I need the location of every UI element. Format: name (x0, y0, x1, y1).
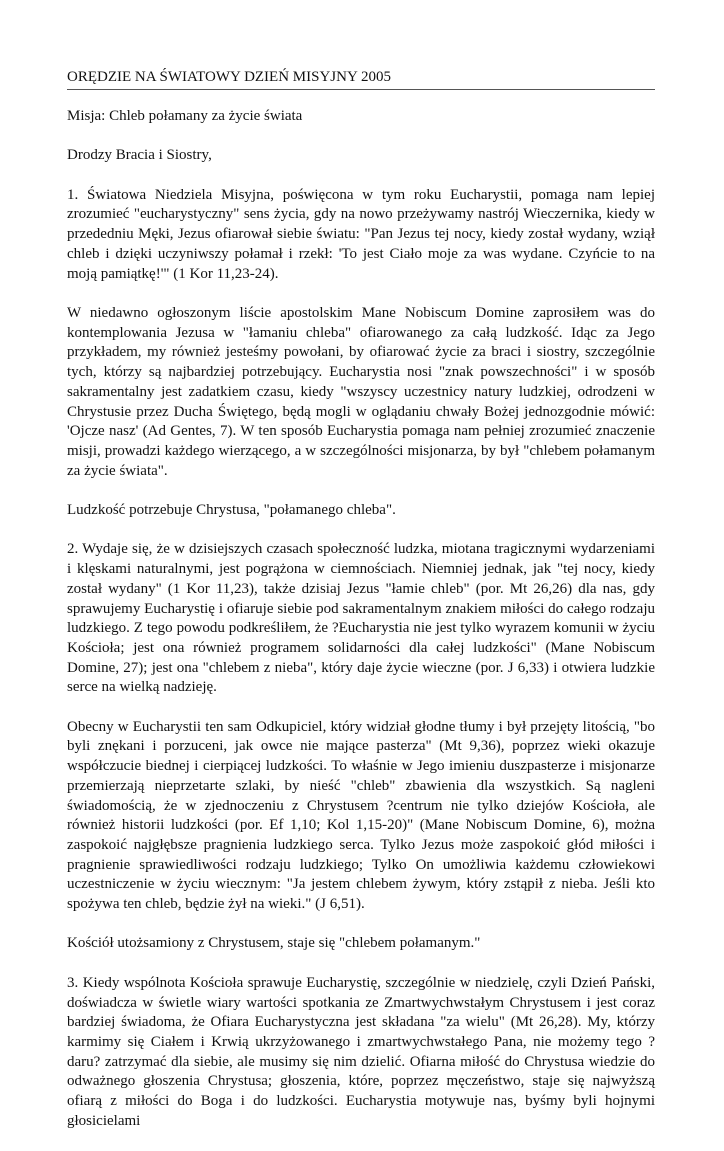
section-heading: Kościół utożsamiony z Chrystusem, staje się "chlebem połamanym." (67, 935, 481, 952)
paragraph: 2. Wydaje się, że w dzisiejszych czasach społeczność ludzka, miotana tragicznymi wydarzeniami i klęskami naturalnymi, jest pogrążona w ciemnościach. Niemniej jednak, jak "tej nocy, kiedy został wydany" (1 Kor 11,23), także dzisiaj Jezus "łamie chleb" (por. Mt 26,26) dla nas, gdy sprawujemy Eucharystię i ofiaruje siebie pod sakramentalnym znakiem miłości do całego rodzaju ludzkiego. Z tego powodu podkreśliłem, że ?Eucharystia nie jest tylko wyrazem komunii w życiu Kościoła; jest ona również programem solidarności dla całej ludzkości" (Mane Nobiscum Domine, 27); jest ona "chlebem z nieba", który daje życie wieczne (por. J 6,33) i otwiera ludzkie serce na wielką nadzieję. (67, 541, 655, 696)
salutation: Drodzy Bracia i Siostry, (67, 147, 212, 164)
subtitle: Misja: Chleb połamany za życie świata (67, 108, 303, 124)
section-heading: Ludzkość potrzebuje Chrystusa, "połamanego chleba". (67, 502, 396, 518)
paragraph: 1. Światowa Niedziela Misyjna, poświęcona w tym roku Eucharystii, pomaga nam lepiej zrozumieć "eucharystyczny" sens życia, gdy na nowo przeżywamy nastrój Wieczernika, kiedy w przededniu Męki, Jezus ofiarował siebie światu: "Pan Jezus tej nocy, kiedy został wydany, wziął chleb i dzięki uczyniwszy połamał i rzekł: 'To jest Ciało moje za was wydane. Czyńcie to na moją pamiątkę!'" (1 Kor 11,23-24). (67, 186, 655, 282)
document-page (67, 68, 655, 1151)
document-title: ORĘDZIE NA ŚWIATOWY DZIEŃ MISYJNY 2005 (67, 68, 655, 90)
paragraph: Obecny w Eucharystii ten sam Odkupiciel, który widział głodne tłumy i był przejęty litością, "bo byli znękani i porzuceni, jak owce nie mające pasterza" (Mt 9,36), poprzez wieki okazuje współczucie biednej i cierpiącej ludzkości. To właśnie w Jego imieniu duszpasterze i misjonarze przemierzają nieprzetarte szlaki, by nieść "chleb" zbawienia dla wszystkich. Są nagleni świadomością, że w zjednoczeniu z Chrystusem ?centrum nie tylko dziejów Kościoła, ale również historii ludzkości (por. Ef 1,10; Kol 1,15-20)" (Mane Nobiscum Domine, 6), można zaspokoić najgłębsze pragnienia ludzkiego serca. Tylko Jezus może zaspokoić głód miłości i pragnienie sprawiedliwości rodzaju ludzkiego; Tylko On umożliwia każdemu człowiekowi uczestniczenie w życiu wiecznym: "Ja jestem chlebem żywym, który zstąpił z nieba. Jeśli kto spożywa ten chleb, będzie żył na wieki." (J 6,51). (67, 718, 655, 913)
paragraph: 3. Kiedy wspólnota Kościoła sprawuje Eucharystię, szczególnie w niedzielę, czyli Dzień Pański, doświadcza w świetle wiary wartości spotkania ze Zmartwychwstałym Chrystusem i jest coraz bardziej świadoma, że Ofiara Eucharystyczna jest składana "za wielu" (Mt 26,28). My, którzy karmimy się Ciałem i Krwią ukrzyżowanego i zmartwychwstałego Pana, nie możemy tego ?daru? zatrzymać dla siebie, ale musimy się nim dzielić. Ofiarna miłość do Chrystusa wiedzie do odważnego głoszenia Chrystusa; głoszenia, które, poprzez męczeństwo, staje się najwyższą ofiarą z miłości do Boga i do ludzkości. Eucharystia motywuje nas, byśmy byli hojnymi głosicielami (67, 974, 655, 1129)
paragraph: W niedawno ogłoszonym liście apostolskim Mane Nobiscum Domine zaprosiłem was do kontemplowania Jezusa w "łamaniu chleba" ofiarowanego za całą ludzkość. Idąc za Jego przykładem, my również jesteśmy powołani, by ofiarować życie za braci i siostry, szczególnie tych, którzy są najbardziej potrzebujący. Eucharystia nosi "znak powszechności" i w sposób sakramentalny jest zadatkiem czasu, kiedy "wszyscy uczestnicy natury ludzkiej, odrodzeni w Chrystusie przez Ducha Świętego, będą mogli w oglądaniu chwały Bożej jednozgodnie mówić: 'Ojcze nasz' (Ad Gentes, 7). W ten sposób Eucharystia pomaga nam pełniej zrozumieć znaczenie misji, prowadzi każdego wierzącego, a w szczególności misjonarza, by był "chlebem połamanym za życie świata". (67, 304, 655, 479)
